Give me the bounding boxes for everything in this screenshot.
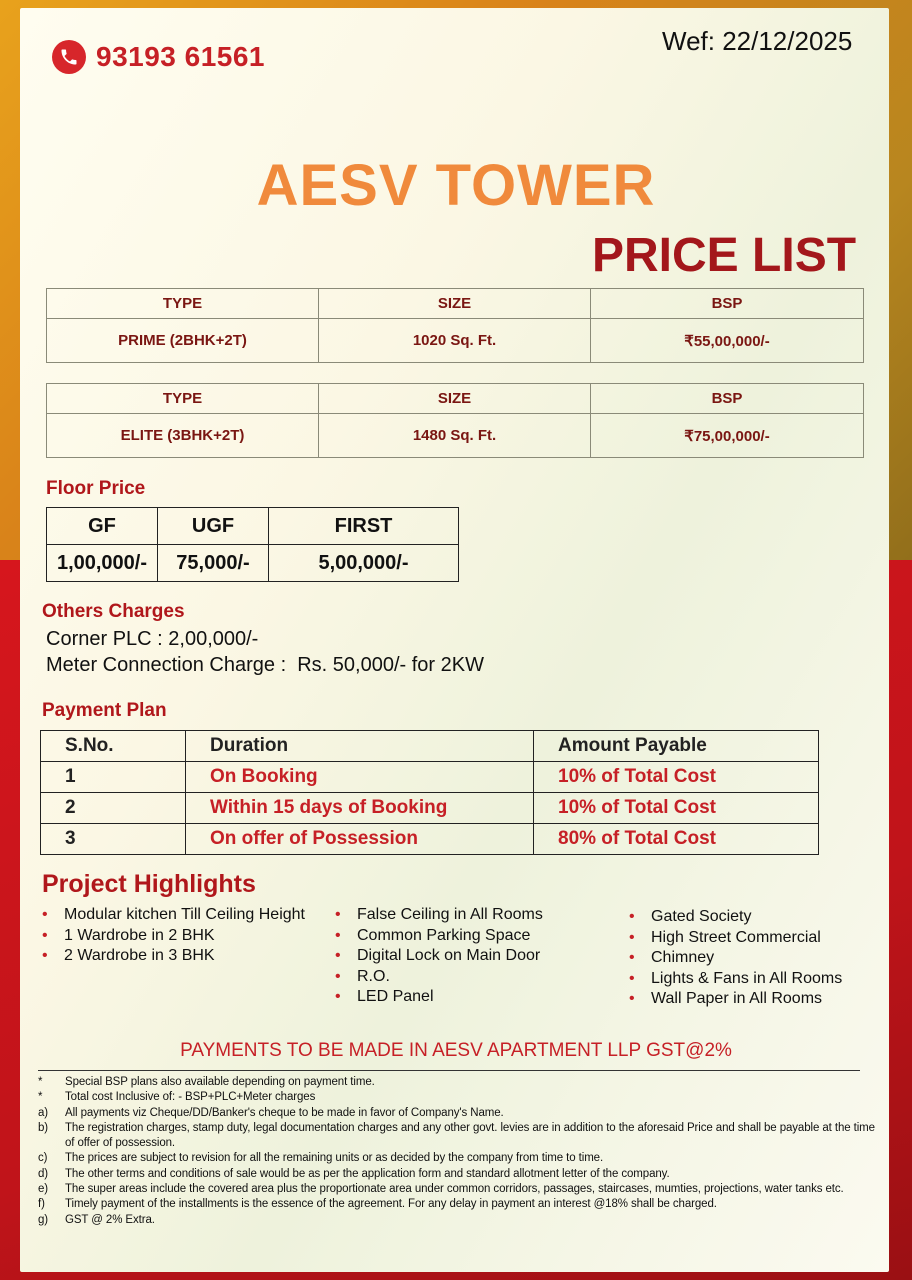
unit-size: 1020 Sq. Ft. xyxy=(319,319,591,363)
list-item xyxy=(38,1075,876,1090)
duration-header: Duration xyxy=(186,731,534,762)
other-charges-heading: Others Charges xyxy=(42,601,185,622)
list-item: • 2 Wardrobe in 3 BHK xyxy=(42,946,305,967)
list-item xyxy=(38,1182,876,1197)
note-text: The other terms and conditions of sale would be as per the application form and standard allotment letter of the company. xyxy=(65,1167,670,1180)
amount-cell: 10% of Total Cost xyxy=(534,793,819,824)
list-item: • Common Parking Space xyxy=(335,926,543,947)
payments-note: PAYMENTS TO BE MADE IN AESV APARTMENT LLP GST@2% xyxy=(180,1040,732,1061)
table-row xyxy=(41,793,819,824)
list-item: • Lights & Fans in All Rooms xyxy=(629,969,842,990)
list-item xyxy=(38,1151,876,1166)
list-item xyxy=(38,1121,876,1152)
unit-bsp: ₹75,00,000/- xyxy=(591,414,864,458)
note-marker: * xyxy=(38,1076,43,1088)
note-marker: * xyxy=(38,1091,43,1104)
payment-plan-heading: Payment Plan xyxy=(42,700,167,721)
list-item: • High Street Commercial xyxy=(629,928,842,949)
list-item xyxy=(38,1106,876,1121)
payment-plan-table xyxy=(40,730,819,855)
floor-value-ugf: 75,000/- xyxy=(158,545,269,582)
duration-cell: Within 15 days of Booking xyxy=(186,793,534,824)
duration-cell: On Booking xyxy=(186,762,534,793)
floor-price-table xyxy=(46,507,459,582)
unit-table-prime xyxy=(46,288,864,363)
sno-cell: 1 xyxy=(41,762,186,793)
effective-date: Wef: 22/12/2025 xyxy=(662,26,853,56)
list-item xyxy=(38,1197,876,1212)
note-marker: d) xyxy=(38,1167,49,1180)
size-header: SIZE xyxy=(319,384,591,414)
type-header: TYPE xyxy=(47,384,319,414)
highlights-column-1 xyxy=(42,905,305,967)
table-row xyxy=(41,824,819,855)
sno-cell: 2 xyxy=(41,793,186,824)
phone-number: 93193 61561 xyxy=(96,41,266,72)
duration-cell: On offer of Possession xyxy=(186,824,534,855)
unit-type: PRIME (2BHK+2T) xyxy=(47,319,319,363)
note-marker: e) xyxy=(38,1183,49,1196)
floor-header-gf: GF xyxy=(47,508,158,545)
unit-bsp: ₹55,00,000/- xyxy=(591,319,864,363)
table-row xyxy=(41,762,819,793)
divider xyxy=(38,1070,860,1071)
list-item: • False Ceiling in All Rooms xyxy=(335,905,543,926)
sno-cell: 3 xyxy=(41,824,186,855)
unit-type: ELITE (3BHK+2T) xyxy=(47,414,319,458)
note-text: The prices are subject to revision for all the remaining units or as decided by the company from time to time. xyxy=(65,1152,604,1165)
size-header: SIZE xyxy=(319,289,591,319)
phone-icon xyxy=(52,40,86,74)
floor-price-heading: Floor Price xyxy=(46,478,146,499)
bsp-header: BSP xyxy=(591,289,864,319)
floor-value-gf: 1,00,000/- xyxy=(47,545,158,582)
floor-header-ugf: UGF xyxy=(158,508,269,545)
corner-plc: Corner PLC : 2,00,000/- xyxy=(46,628,259,650)
price-list-heading: PRICE LIST xyxy=(592,229,857,282)
note-text: GST @ 2% Extra. xyxy=(65,1213,155,1226)
note-marker: b) xyxy=(38,1121,49,1134)
phone-contact[interactable] xyxy=(52,40,265,74)
list-item xyxy=(38,1090,876,1105)
floor-header-first: FIRST xyxy=(269,508,459,545)
highlights-column-2 xyxy=(335,905,543,1008)
list-item: • LED Panel xyxy=(335,987,543,1008)
terms-list xyxy=(38,1075,876,1228)
type-header: TYPE xyxy=(47,289,319,319)
highlights-heading: Project Highlights xyxy=(42,870,256,898)
list-item: • Gated Society xyxy=(629,907,842,928)
meter-charge: Meter Connection Charge : Rs. 50,000/- for 2KW xyxy=(46,654,484,676)
note-text: Timely payment of the installments is the essence of the agreement. For any delay in payment an interest @18% shall be charged. xyxy=(65,1198,717,1211)
amount-cell: 10% of Total Cost xyxy=(534,762,819,793)
note-text: The super areas include the covered area plus the proportionate area under common corridors, passages, staircases, mumties, projections, water tanks etc. xyxy=(65,1183,844,1196)
note-marker: g) xyxy=(38,1213,49,1226)
note-text: Special BSP plans also available depending on payment time. xyxy=(65,1076,375,1088)
amount-header: Amount Payable xyxy=(534,731,819,762)
floor-value-first: 5,00,000/- xyxy=(269,545,459,582)
unit-table-elite xyxy=(46,383,864,458)
list-item: • Digital Lock on Main Door xyxy=(335,946,543,967)
bsp-header: BSP xyxy=(591,384,864,414)
list-item: • Wall Paper in All Rooms xyxy=(629,989,842,1010)
note-marker: f) xyxy=(38,1198,45,1211)
note-text: Total cost Inclusive of: - BSP+PLC+Meter charges xyxy=(65,1091,316,1104)
list-item: • Chimney xyxy=(629,948,842,969)
list-item xyxy=(38,1213,876,1228)
page-title: AESV TOWER xyxy=(256,153,656,218)
note-text: All payments viz Cheque/DD/Banker's cheque to be made in favor of Company's Name. xyxy=(65,1106,504,1119)
list-item xyxy=(38,1167,876,1182)
sno-header: S.No. xyxy=(41,731,186,762)
note-marker: c) xyxy=(38,1152,48,1165)
amount-cell: 80% of Total Cost xyxy=(534,824,819,855)
unit-size: 1480 Sq. Ft. xyxy=(319,414,591,458)
list-item: • 1 Wardrobe in 2 BHK xyxy=(42,926,305,947)
list-item: • R.O. xyxy=(335,967,543,988)
note-marker: a) xyxy=(38,1106,49,1119)
list-item: • Modular kitchen Till Ceiling Height xyxy=(42,905,305,926)
note-text: The registration charges, stamp duty, legal documentation charges and any other govt. levies are in addition to the aforesaid Price and shall be payable at the time of offer of possession. xyxy=(65,1121,875,1150)
highlights-column-3 xyxy=(629,907,842,1010)
